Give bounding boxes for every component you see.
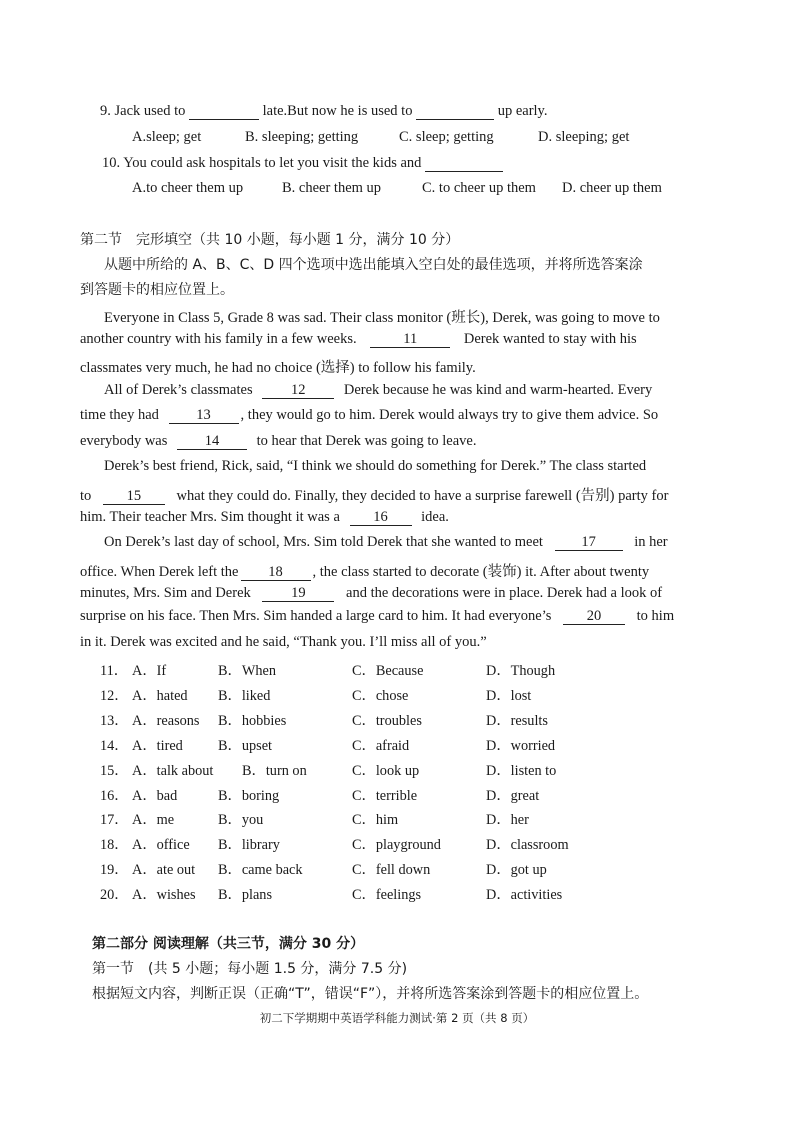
q10-blank <box>425 156 503 172</box>
option-c: C．look up <box>352 763 420 779</box>
option-c: C．feelings <box>352 887 422 903</box>
option-num: 13． <box>100 713 129 729</box>
part-heading: 第二部分 阅读理解（共三节，满分 30 分） <box>92 936 365 952</box>
option-a: A．bad <box>132 788 178 804</box>
passage-line: in it. Derek was excited and he said, “Thank you. I’ll miss all of you.” <box>80 634 487 650</box>
q9-blank-2 <box>416 104 494 120</box>
blank-15: 15 <box>103 489 165 505</box>
blank-19: 19 <box>262 586 334 602</box>
option-b: B．liked <box>218 688 271 704</box>
page-footer: 初二下学期期中英语学科能力测试·第 2 页（共 8 页） <box>259 1011 535 1025</box>
q9-option-d: D. sleeping; get <box>538 129 630 145</box>
option-a: A．wishes <box>132 887 196 903</box>
question-9-stem <box>100 103 548 120</box>
part-instruction: 根据短文内容，判断正误（正确“T”，错误“F”），并将所选答案涂到答题卡的相应位置上。 <box>92 986 649 1002</box>
section-instruction-2: 到答题卡的相应位置上。 <box>80 282 234 298</box>
blank-18: 18 <box>241 565 311 581</box>
blank-14: 14 <box>177 434 247 450</box>
q9-option-c: C. sleep; getting <box>399 129 494 145</box>
option-num: 16． <box>100 788 129 804</box>
passage-line: everybody was 14 to hear that Derek was going to leave. <box>80 433 477 449</box>
passage-line: surprise on his face. Then Mrs. Sim handed a large card to him. It had everyone’s 20 to him <box>80 608 675 624</box>
q9-option-a: A.sleep; get <box>132 129 202 145</box>
passage-line: minutes, Mrs. Sim and Derek 19 and the decorations were in place. Derek had a look of <box>80 585 663 601</box>
option-c: C．him <box>352 812 399 828</box>
blank-12: 12 <box>262 383 334 399</box>
passage-line: time they had 13 , they would go to him. Derek would always try to give them advice. So <box>80 407 659 423</box>
option-a: A．hated <box>132 688 188 704</box>
q10-option-c: C. to cheer up them <box>422 180 536 196</box>
option-b: B．When <box>218 663 276 679</box>
passage-line: another country with his family in a few weeks. 11 Derek wanted to stay with his <box>80 331 637 347</box>
q10-option-d: D. cheer up them <box>562 180 662 196</box>
option-d: D．classroom <box>486 837 569 853</box>
option-num: 20． <box>100 887 129 903</box>
option-num: 18． <box>100 837 129 853</box>
q9-option-b: B. sleeping; getting <box>245 129 359 145</box>
option-c: C．terrible <box>352 788 418 804</box>
blank-16: 16 <box>350 510 412 526</box>
passage-line: to 15 what they could do. Finally, they decided to have a surprise farewell (告别) party for <box>80 488 669 504</box>
option-b: B．came back <box>218 862 303 878</box>
passage-line: All of Derek’s classmates 12 Derek because he was kind and warm-hearted. Every <box>104 382 653 398</box>
option-b: B．you <box>218 812 264 828</box>
option-c: C．troubles <box>352 713 422 729</box>
option-d: D．listen to <box>486 763 557 779</box>
option-num: 12． <box>100 688 129 704</box>
option-d: D．worried <box>486 738 556 754</box>
passage-line: Everyone in Class 5, Grade 8 was sad. Their class monitor (班长), Derek, was going to move to <box>104 310 660 326</box>
passage-line: office. When Derek left the 18 , the class started to decorate (装饰) it. After about twenty <box>80 564 650 580</box>
q9-blank-1 <box>189 104 259 120</box>
section-instruction-1: 从题中所给的 A、B、C、D 四个选项中选出能填入空白处的最佳选项，并将所选答案涂 <box>104 257 643 273</box>
option-b: B．plans <box>218 887 273 903</box>
option-a: A．me <box>132 812 175 828</box>
option-d: D．activities <box>486 887 563 903</box>
option-c: C．fell down <box>352 862 431 878</box>
passage-line: Derek’s best friend, Rick, said, “I think we should do something for Derek.” The class started <box>104 458 647 474</box>
option-b: B．upset <box>218 738 273 754</box>
q9-text-3: up early. <box>497 103 548 119</box>
option-b: B．library <box>218 837 280 853</box>
section-heading: 第二节 完形填空（共 10 小题，每小题 1 分，满分 10 分） <box>80 232 460 248</box>
question-10-stem <box>102 155 503 172</box>
q9-text-1: 9. Jack used to <box>100 103 186 119</box>
option-d: D．Though <box>486 663 556 679</box>
passage-line: On Derek’s last day of school, Mrs. Sim told Derek that she wanted to meet 17 in her <box>104 534 668 550</box>
option-d: D．her <box>486 812 529 828</box>
option-c: C．Because <box>352 663 424 679</box>
option-a: A．tired <box>132 738 183 754</box>
option-c: C．playground <box>352 837 441 853</box>
option-a: A．office <box>132 837 190 853</box>
option-num: 11． <box>100 663 129 679</box>
option-d: D．great <box>486 788 540 804</box>
option-a: A．If <box>132 663 167 679</box>
option-d: D．got up <box>486 862 547 878</box>
option-b: B．boring <box>218 788 280 804</box>
option-c: C．chose <box>352 688 409 704</box>
q10-option-a: A.to cheer them up <box>132 180 244 196</box>
option-num: 14． <box>100 738 129 754</box>
option-b: B．hobbies <box>218 713 287 729</box>
blank-20: 20 <box>563 609 625 625</box>
option-c: C．afraid <box>352 738 410 754</box>
q10-option-b: B. cheer them up <box>282 180 382 196</box>
option-num: 17． <box>100 812 129 828</box>
blank-17: 17 <box>555 535 623 551</box>
option-b: B．turn on <box>242 763 307 779</box>
option-a: A．ate out <box>132 862 196 878</box>
option-num: 19． <box>100 862 129 878</box>
passage-line: him. Their teacher Mrs. Sim thought it was a 16 idea. <box>80 509 449 525</box>
option-a: A．talk about <box>132 763 214 779</box>
part-section-heading: 第一节 (共 5 小题；每小题 1.5 分，满分 7.5 分) <box>92 961 408 977</box>
q9-text-2: late.But now he is used to <box>262 103 413 119</box>
option-d: D．lost <box>486 688 532 704</box>
option-d: D．results <box>486 713 548 729</box>
blank-13: 13 <box>169 408 239 424</box>
q10-text-1: 10. You could ask hospitals to let you visit the kids and <box>102 155 422 171</box>
option-num: 15． <box>100 763 129 779</box>
option-a: A．reasons <box>132 713 200 729</box>
blank-11: 11 <box>370 332 450 348</box>
passage-line: classmates very much, he had no choice (选择) to follow his family. <box>80 360 476 376</box>
